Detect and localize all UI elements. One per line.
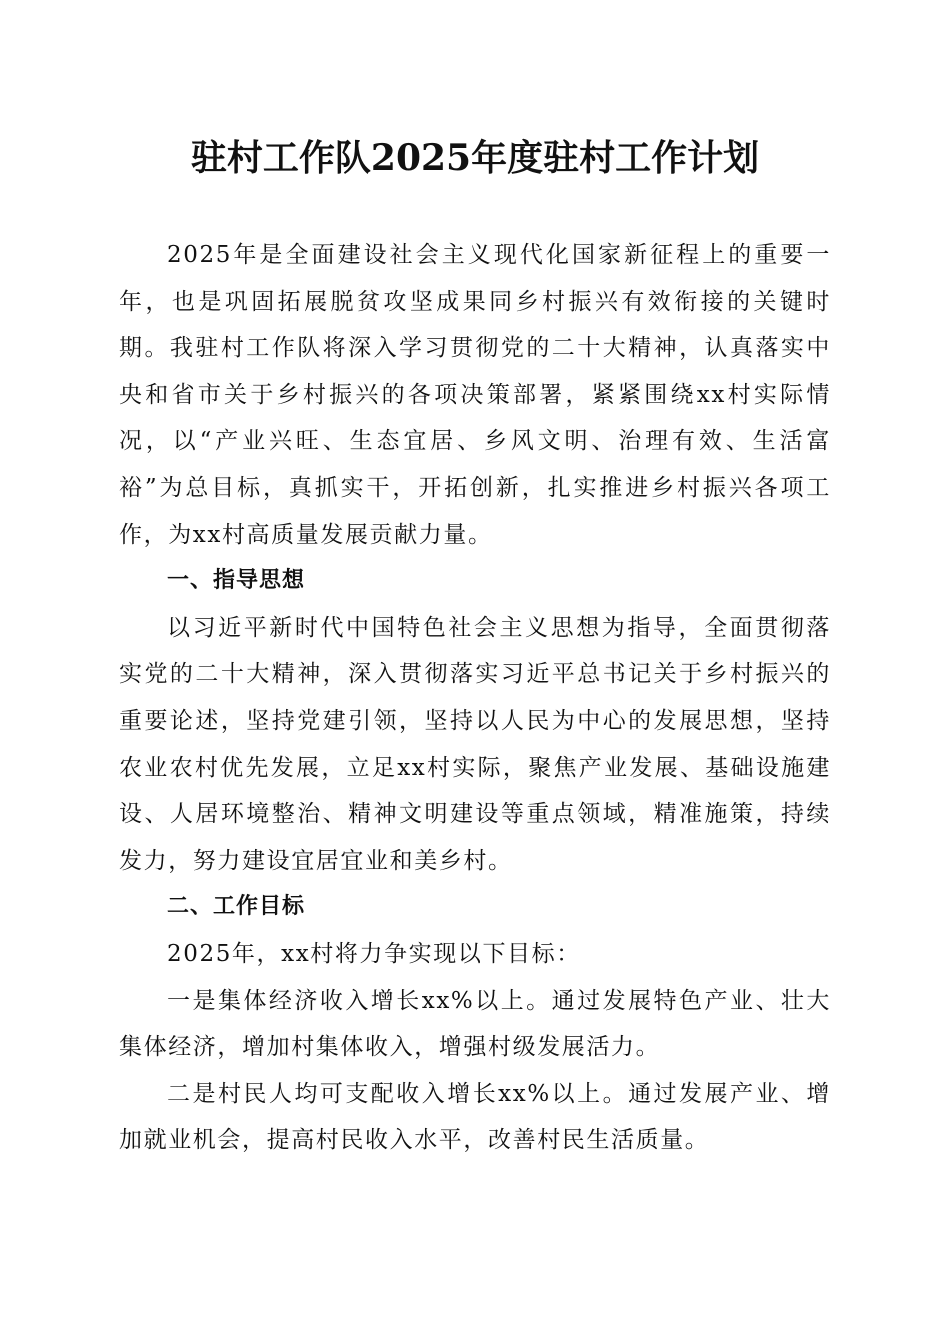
section-heading-work-goals: 二、工作目标 <box>167 894 306 920</box>
work-goals-lead: 2025年，xx村将力争实现以下目标： <box>167 940 581 967</box>
document-title: 驻村工作队2025年度驻村工作计划 <box>190 137 760 179</box>
intro-paragraph: 2025年是全面建设社会主义现代化国家新征程上的重要一年，也是巩固拓展脱贫攻坚成果同乡村振兴有效衔接的关键时期。我驻村工作队将深入学习贯彻党的二十大精神，认真落实中央和省市关于乡村振兴的各项决策部署，紧紧围绕xx村实际情况，以“产业兴旺、生态宜居、乡风文明、治理有效、生活富裕”为总目标，真抓实干，开拓创新，扎实推进乡村振兴各项工作，为xx村高质量发展贡献力量。 <box>119 242 831 548</box>
document-body <box>119 232 831 1164</box>
guiding-ideology-paragraph: 以习近平新时代中国特色社会主义思想为指导，全面贯彻落实党的二十大精神，深入贯彻落实习近平总书记关于乡村振兴的重要论述，坚持党建引领，坚持以人民为中心的发展思想，坚持农业农村优先发展，立足xx村实际，聚焦产业发展、基础设施建设、人居环境整治、精神文明建设等重点领域，精准施策，持续发力，努力建设宜居宜业和美乡村。 <box>119 614 831 874</box>
section-heading-guiding-ideology: 一、指导思想 <box>167 568 306 594</box>
goal-item-collective-income: 一是集体经济收入增长xx%以上。通过发展特色产业、壮大集体经济，增加村集体收入，增强村级发展活力。 <box>119 987 831 1061</box>
goal-item-villager-income: 二是村民人均可支配收入增长xx%以上。通过发展产业、增加就业机会，提高村民收入水平，改善村民生活质量。 <box>119 1080 831 1154</box>
